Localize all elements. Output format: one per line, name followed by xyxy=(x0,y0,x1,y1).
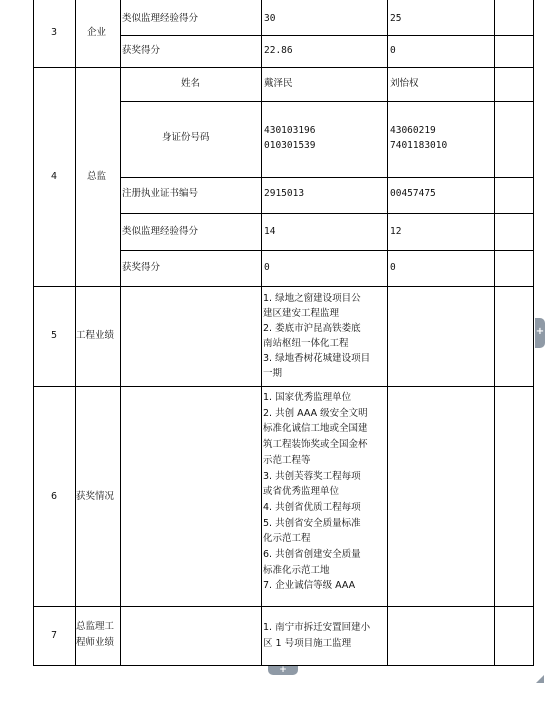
plus-icon: + xyxy=(279,665,287,675)
cell-value: 30 xyxy=(264,13,276,24)
table-border xyxy=(533,0,534,665)
cell-value: 刘怡权 xyxy=(390,78,419,89)
cell-value: 00457475 xyxy=(390,188,436,199)
cell-value: 010301539 xyxy=(264,140,316,151)
list-line: 1. 绿地之窗建设项目公 xyxy=(263,293,361,304)
row-item: 企业 xyxy=(87,27,107,38)
cell-list xyxy=(263,390,385,594)
list-line: 4. 共创省优质工程每项 xyxy=(263,501,361,513)
table-resize-handle[interactable] xyxy=(536,668,544,676)
table-border xyxy=(33,0,34,665)
list-line: 示范工程等 xyxy=(263,454,311,466)
row-item: 总监 xyxy=(87,171,107,182)
cell-value: 14 xyxy=(264,226,276,237)
row-number: 3 xyxy=(51,27,58,38)
cell-value: 2915013 xyxy=(264,188,305,199)
list-line: 3. 绿地香树花城建设项目 xyxy=(263,353,371,364)
list-line: 或省优秀监理单位 xyxy=(263,486,340,498)
list-line: 7. 企业诚信等级 AAA xyxy=(263,580,356,592)
table-border xyxy=(120,177,534,178)
cell-list xyxy=(263,291,385,381)
cell-value: 0 xyxy=(390,262,396,273)
sub-label: 类似监理经验得分 xyxy=(122,13,199,24)
list-line: 南站枢纽一体化工程 xyxy=(263,338,349,349)
list-line: 一期 xyxy=(263,368,283,379)
table-expand-bottom-button[interactable] xyxy=(268,666,298,675)
list-line: 标准化诚信工地或全国建 xyxy=(263,423,368,435)
cell-value: 7401183010 xyxy=(390,140,448,151)
row-number: 5 xyxy=(51,330,58,341)
resize-icon xyxy=(536,675,544,683)
list-line: 1. 南宁市拆迁安置回建小 xyxy=(263,622,371,633)
row-item: 获奖情况 xyxy=(76,491,115,502)
table-border xyxy=(494,0,495,665)
table-border xyxy=(33,67,534,68)
table-border xyxy=(33,606,534,607)
row-number: 4 xyxy=(51,171,58,182)
list-line: 建区建安工程监理 xyxy=(263,308,340,319)
cell-value: 25 xyxy=(390,13,402,24)
sub-label: 注册执业证书编号 xyxy=(122,188,199,199)
sub-label: 获奖得分 xyxy=(122,45,161,56)
cell-value: 0 xyxy=(390,45,396,56)
table-border xyxy=(261,0,262,665)
list-line: 2. 共创 AAA 级安全文明 xyxy=(263,407,368,419)
cell-value: 戴泽民 xyxy=(264,78,293,89)
row-item: 总监理工 xyxy=(76,621,115,632)
list-line: 筑工程装饰奖或全国金杯 xyxy=(263,439,368,451)
table-expand-right-button[interactable] xyxy=(535,318,545,348)
cell-value: 22.86 xyxy=(264,45,293,56)
list-line: 标准化示范工地 xyxy=(263,564,330,576)
list-line: 6. 共创省创建安全质量 xyxy=(263,549,361,561)
cell-value: 12 xyxy=(390,226,402,237)
list-line: 2. 娄底市沪昆高铁娄底 xyxy=(263,323,361,334)
sub-label: 获奖得分 xyxy=(122,262,161,273)
list-line: 1. 国家优秀监理单位 xyxy=(263,392,352,403)
sub-label: 类似监理经验得分 xyxy=(122,226,199,237)
cell-value: 430103196 xyxy=(264,125,316,136)
row-number: 7 xyxy=(51,630,58,641)
row-number: 6 xyxy=(51,491,58,502)
cell-value: 43060219 xyxy=(390,125,436,136)
sub-label: 身证份号码 xyxy=(162,132,210,143)
list-line: 区 1 号项目施工监理 xyxy=(263,638,352,649)
cell-list xyxy=(263,620,385,652)
cell-value: 0 xyxy=(264,262,270,273)
list-line: 化示范工程 xyxy=(263,533,311,545)
table-border xyxy=(33,286,534,287)
table-border xyxy=(120,101,534,102)
row-item: 工程业绩 xyxy=(76,330,115,341)
table-border xyxy=(120,35,534,36)
table-border xyxy=(120,250,534,251)
table-border xyxy=(33,386,534,387)
list-line: 3. 共创芙蓉奖工程每项 xyxy=(263,470,361,482)
list-line: 5. 共创省安全质量标准 xyxy=(263,517,361,529)
sub-label: 姓名 xyxy=(181,78,201,89)
table-border xyxy=(387,0,388,665)
table-border xyxy=(120,0,121,665)
row-item: 程师业绩 xyxy=(76,637,115,648)
plus-icon: + xyxy=(535,326,545,337)
table-border xyxy=(120,213,534,214)
